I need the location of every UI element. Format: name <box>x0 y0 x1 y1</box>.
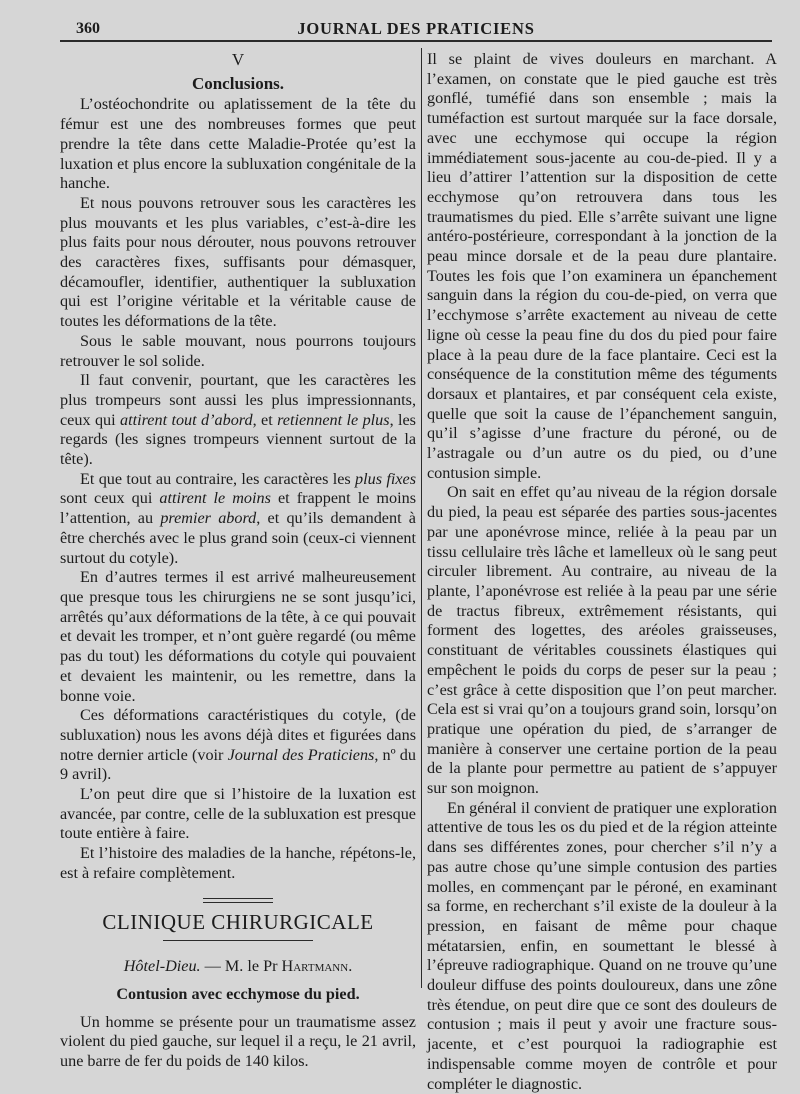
case-title: Contusion avec ecchymose du pied. <box>116 984 360 1003</box>
paragraph: Et que tout au contraire, les caractères les plus fixes sont ceux qui attirent le moins et frappent le moins l’attention, au premier abord, et qu’ils demandent à être cherchés avec le plus grand soin (ceux-ci viennent surtout du cotyle). <box>60 469 417 567</box>
paragraph: L’ostéochondrite ou aplatissement de la tête du fémur est une des nombreuses formes que peut prendre la tête dans cette Maladie-Protée qu’est la luxation et plus encore la subluxation congénitale de la hanche. <box>60 95 417 193</box>
column-divider <box>421 48 422 988</box>
paragraph: Il se plaint de vives douleurs en marchant. A l’examen, on constate que le pied gauche est très gonflé, tuméfié dans son ensemble ; mais la tuméfaction est surtout marquée sur la face dorsale, avec une ecchymose qui occupe la région immédiatement sous-jacente au cou-de-pied. Il y a lieu d’attirer l’attention sur la disposition de cette ecchymose qu’on retrouvera dans tous les traumatismes du pied. Elle s’arrête suivant une ligne antéro-postérieure, correspondant à la jonction de la peau mince dorsale et de la peau dure plantaire. Toutes les fois que l’on examinera un épanchement sanguin dans la région du cou-de-pied, on verra que l’ecchymose s’arrête exactement au niveau de cette ligne où cesse la peau fine du dos du pied pour faire place à la peau dure de la face plantaire. Ceci est la conséquence de la constitution même des téguments dorsaux et plantaires, et par conséquent cela existe, quelle que soit la cause de l’épanchement sanguin, qu’il s’agisse d’une fracture du péroné, ou de l’astragale ou d’un autre os du pied, ou d’une contusion simple. <box>427 50 777 482</box>
paragraph: Ces déformations caractéristiques du cotyle, (de subluxation) nous les avons déjà dites et figurées dans notre dernier article (voir Journal des Praticiens, nº du 9 avril). <box>60 706 416 784</box>
clinique-heading: CLINIQUE CHIRURGICALE <box>102 909 374 934</box>
paragraph: En général il convient de pratiquer une exploration attentive de tous les os du pied et de la région atteinte dans ses différentes zones, pour chercher s’il n’y a pas autre chose qu’une simple contusion des parties molles, en commençant par le péroné, en examinant sa forme, en recherchant s’il existe de la douleur à la pression, en faisant de même pour chaque métatarsien, enfin, en soumettant le blessé à l’épreuve radiographique. Quand on ne trouve qu’une douleur diffuse des points douloureux, dans une zône très étendue, on peut dire que ce sont des douleurs de contusion ; mais il peut y avoir une fracture sous-jacente, et c’est pourquoi la radiographie est indispensable comme moyen de contrôle et pour compléter le diagnostic. <box>427 798 777 1093</box>
paragraph: Et l’histoire des maladies de la hanche, répétons-le, est à refaire complètement. <box>60 844 416 882</box>
paragraph: Sous le sable mouvant, nous pourrons toujours retrouver le sol solide. <box>60 331 416 370</box>
header-rule <box>60 40 772 42</box>
double-rule <box>203 898 273 903</box>
section-number: V <box>231 50 245 69</box>
paragraph: On sait en effet qu’au niveau de la région dorsale du pied, la peau est séparée des parties sous-jacentes par une aponévrose mince, reliée à la peau par un tissu cellulaire très lâche et lamelleux où le sang peut circuler librement. Au contraire, au niveau de la plante, l’aponévrose est reliée à la peau par une série de tractus fibreux, extrêmement résistants, qui forment des logettes, des aréoles graisseuses, constituant de véritables coussinets élastiques qui empêchent le poids du corps de peser sur la peau ; c’est grâce à cette disposition que l’on peut marcher. Cela est si vrai qu’on a toujours grand soin, lorsqu’on pratique une opération du pied, de s’arranger de manière à conserver une certaine portion de la peau de la plante pour permettre au patient de s’appuyer sur son moignon. <box>427 483 777 798</box>
paragraph: En d’autres termes il est arrivé malheureusement que presque tous les chirurgiens ne se sont jusqu’ici, arrêtés qu’aux déformations de la tête, à ce qui pouvait et devait les tromper, et n’ont guère regardé (ou même pas du tout) les déformations du cotyle qui pouvaient et devaient les maintenir, ou les remettre, dans la bonne voie. <box>60 568 416 705</box>
right-column <box>427 50 777 1094</box>
page-number: 360 <box>76 20 100 37</box>
paragraph: Un homme se présente pour un traumatisme assez violent du pied gauche, sur lequel il a reçu, le 21 avril, une barre de fer du poids de 140 kilos. <box>60 1012 416 1071</box>
page-header <box>60 16 772 42</box>
journal-title: JOURNAL DES PRATICIENS <box>297 19 535 38</box>
left-column <box>60 50 416 1072</box>
paragraph: L’on peut dire que si l’histoire de la luxation est avancée, par contre, celle de la subluxation est presque toute entière à faire. <box>60 785 416 843</box>
paragraph: Et nous pouvons retrouver sous les caractères les plus mouvants et les plus variables, c’est-à-dire les plus faits pour nous dérouter, nous pouvons retrouver des caractères fixes, suffisants pour démasquer, décamoufler, identifier, authentiquer la subluxation qui est l’origine véritable et la véritable cause de toutes les déformations de la tête. <box>60 193 416 331</box>
section-title: Conclusions. <box>191 73 285 93</box>
paragraph: Il faut convenir, pourtant, que les caractères les plus trompeurs sont aussi les plus impressionnants, ceux qui attirent tout d’abord, et retiennent le plus, les regards (les signes trompeurs viennent surtout de la tête). <box>60 371 416 469</box>
hospital-line: Hôtel-Dieu. — M. le Pr Hartmann. <box>123 957 353 976</box>
heading-rule <box>163 940 313 941</box>
